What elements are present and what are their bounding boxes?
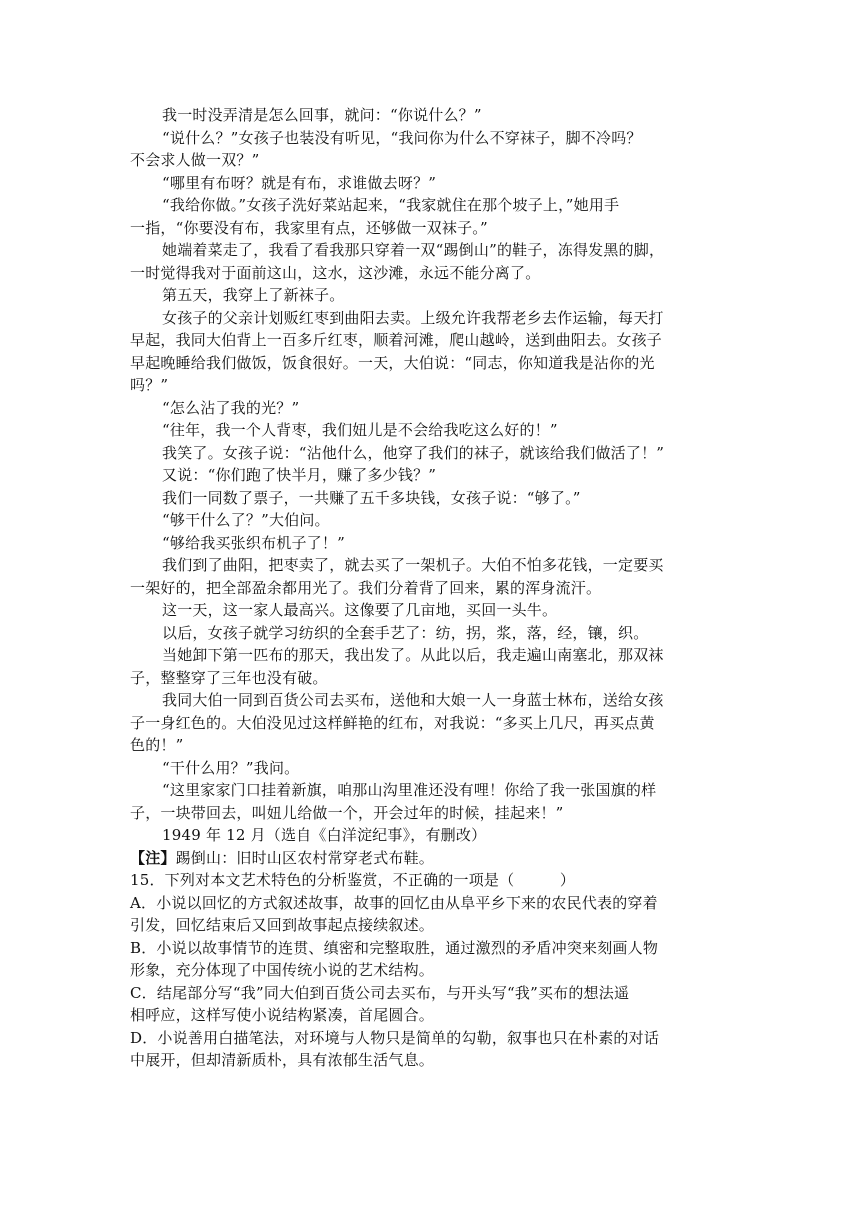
option-a: A．小说以回忆的方式叙述故事，故事的回忆由从阜平乡下来的农民代表的穿着 bbox=[130, 893, 658, 912]
story-text bbox=[130, 104, 740, 847]
story-line: 女孩子的父亲计划贩红枣到曲阳去卖。上级允许我帮老乡去作运输，每天打 bbox=[162, 308, 664, 327]
story-line: 以后，女孩子就学习纺织的全套手艺了：纺，拐，浆，落，经，镶，织。 bbox=[162, 623, 649, 642]
story-line: “怎么沾了我的光？” bbox=[162, 398, 300, 417]
story-line: 子一身红色的。大伯没见过这样鲜艳的红布，对我说：“多买上几尺，再买点黄 bbox=[130, 713, 655, 732]
story-line: “我给你做。”女孩子洗好菜站起来，“我家就住在那个坡子上，”她用手 bbox=[162, 196, 620, 214]
story-line: 一架好的，把全部盈余都用光了。我们分着背了回来，累的浑身流汗。 bbox=[130, 578, 602, 597]
story-line: 我们到了曲阳，把枣卖了，就去买了一架机子。大伯不怕多花钱，一定要买 bbox=[162, 556, 664, 574]
footnote bbox=[130, 847, 740, 870]
story-line: “哪里有布呀？就是有布，求谁做去呀？” bbox=[162, 173, 437, 192]
option-c: C．结尾部分写“我”同大伯到百货公司去买布，与开头写“我”买布的想法遥 bbox=[130, 983, 630, 1002]
option-b-continued: 形象，充分体现了中国传统小说的艺术结构。 bbox=[130, 961, 435, 979]
story-line: “够干什么了？”大伯问。 bbox=[162, 511, 330, 529]
question-stem: 15．下列对本文艺术特色的分析鉴赏，不正确的一项是（ ） bbox=[130, 871, 576, 889]
story-line: 早起晚睡给我们做饭，饭食很好。一天，大伯说：“同志，你知道我是沾你的光 bbox=[130, 353, 655, 372]
story-line: 又说：“你们跑了快半月，赚了多少钱？” bbox=[162, 466, 437, 484]
story-line: 早起，我同大伯背上一百多斤红枣，顺着河滩，爬山越岭，送到曲阳去。女孩子 bbox=[130, 331, 663, 349]
story-line: “这里家家门口挂着新旗，咱那山沟里准还没有哩！你给了我一张国旗的样 bbox=[162, 781, 657, 799]
option-c-continued: 相呼应，这样写使小说结构紧凑，首尾圆合。 bbox=[130, 1006, 435, 1024]
story-line: 这一天，这一家人最高兴。这像要了几亩地，买回一头牛。 bbox=[162, 601, 558, 619]
source-citation: 1949 年 12 月（选自《白洋淀纪事》，有删改） bbox=[162, 826, 487, 844]
story-line: 我笑了。女孩子说：“沾他什么，他穿了我们的袜子，就该给我们做活了！” bbox=[162, 443, 665, 462]
story-line: 子，整整穿了三年也没有破。 bbox=[130, 668, 328, 687]
story-line: 色的！” bbox=[130, 736, 184, 754]
story-line: 不会求人做一双？” bbox=[130, 151, 260, 169]
footnote-tag: 【注】 bbox=[130, 848, 176, 867]
question-block bbox=[130, 869, 740, 1072]
story-line: 她端着菜走了，我看了看我那只穿着一双“踢倒山”的鞋子，冻得发黑的脚， bbox=[162, 241, 665, 259]
story-line: 子，一块带回去，叫妞儿给做一个，开会过年的时候，挂起来！” bbox=[130, 803, 564, 822]
option-d-continued: 中展开，但却清新质朴，具有浓郁生活气息。 bbox=[130, 1051, 435, 1069]
story-line: “干什么用？”我问。 bbox=[162, 758, 300, 777]
story-line: 第五天，我穿上了新袜子。 bbox=[162, 286, 345, 304]
option-b: B．小说以故事情节的连贯、缜密和完整取胜，通过激烈的矛盾冲突来刻画人物 bbox=[130, 938, 659, 957]
story-line: 一时觉得我对于面前这山，这水，这沙滩，永远不能分离了。 bbox=[130, 263, 541, 282]
story-line: “说什么？”女孩子也装没有听见，“我问你为什么不穿袜子，脚不冷吗？ bbox=[162, 128, 642, 147]
option-d: D．小说善用白描笔法，对环境与人物只是简单的勾勒，叙事也只在朴素的对话 bbox=[130, 1028, 660, 1047]
story-line: 我们一同数了票子，一共赚了五千多块钱，女孩子说：“够了。” bbox=[162, 488, 581, 507]
story-line: “够给我买张织布机子了！” bbox=[162, 533, 345, 552]
story-line: 当她卸下第一匹布的那天，我出发了。从此以后，我走遍山南塞北，那双袜 bbox=[162, 646, 664, 664]
story-line: 我一时没弄清是怎么回事，就问：“你说什么？” bbox=[162, 106, 482, 124]
story-line: 吗？” bbox=[130, 376, 169, 394]
document-page bbox=[130, 104, 740, 1072]
footnote-text: 踢倒山：旧时山区农村常穿老式布鞋。 bbox=[175, 848, 435, 867]
story-line: 一指，“你要没有布，我家里有点，还够做一双袜子。” bbox=[130, 218, 488, 237]
story-line: 我同大伯一同到百货公司去买布，送他和大娘一人一身蓝士林布，送给女孩 bbox=[162, 691, 664, 709]
story-line: “往年，我一个人背枣，我们妞儿是不会给我吃这么好的！” bbox=[162, 421, 558, 439]
option-a-continued: 引发，回忆结束后又回到故事起点接续叙述。 bbox=[130, 916, 435, 934]
